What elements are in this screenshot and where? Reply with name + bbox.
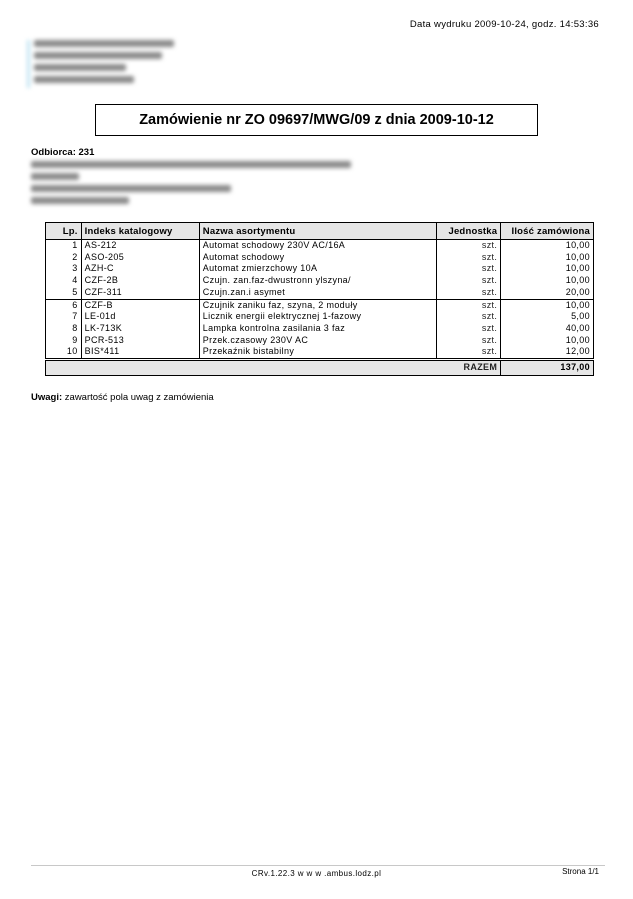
cell-qty: 5,00 [501, 311, 594, 323]
total-spacer [46, 360, 437, 376]
table-row [46, 311, 594, 323]
notes-text: zawartość pola uwag z zamówienia [62, 392, 214, 403]
table-row [46, 346, 594, 359]
cell-unit: szt. [437, 252, 501, 264]
cell-qty: 10,00 [501, 263, 594, 275]
header-lp: Lp. [46, 223, 82, 240]
footer-version: CRv.1.22.3 w w w .ambus.lodz.pl [251, 869, 382, 878]
recipient-address-redacted [31, 161, 361, 209]
footer-page-number: Strona 1/1 [562, 867, 599, 876]
cell-index: CZF-311 [81, 287, 199, 299]
cell-unit: szt. [437, 346, 501, 359]
cell-unit: szt. [437, 240, 501, 252]
total-row [46, 360, 594, 376]
footer-divider [31, 865, 605, 866]
header-index: Indeks katalogowy [81, 223, 199, 240]
header-unit: Jednostka [437, 223, 501, 240]
order-items-table [45, 222, 594, 376]
notes [31, 392, 214, 403]
cell-unit: szt. [437, 287, 501, 299]
header-name: Nazwa asortymentu [199, 223, 436, 240]
cell-qty: 10,00 [501, 240, 594, 252]
table-row [46, 287, 594, 299]
cell-name: Lampka kontrolna zasilania 3 faz [199, 323, 436, 335]
cell-index: LE-01d [81, 311, 199, 323]
document-title: Zamówienie nr ZO 09697/MWG/09 z dnia 2009-10-12 [95, 104, 538, 136]
table-row [46, 240, 594, 252]
cell-name: Automat zmierzchowy 10A [199, 263, 436, 275]
cell-unit: szt. [437, 299, 501, 311]
cell-name: Automat schodowy 230V AC/16A [199, 240, 436, 252]
table-row [46, 299, 594, 311]
cell-lp: 10 [46, 346, 82, 359]
cell-index: AS-212 [81, 240, 199, 252]
table-row [46, 275, 594, 287]
cell-lp: 4 [46, 275, 82, 287]
table-row [46, 335, 594, 347]
cell-name: Przek.czasowy 230V AC [199, 335, 436, 347]
cell-qty: 10,00 [501, 252, 594, 264]
cell-index: CZF-2B [81, 275, 199, 287]
cell-lp: 3 [46, 263, 82, 275]
cell-index: ASO-205 [81, 252, 199, 264]
cell-qty: 10,00 [501, 299, 594, 311]
header-qty: Ilość zamówiona [501, 223, 594, 240]
cell-lp: 7 [46, 311, 82, 323]
cell-qty: 40,00 [501, 323, 594, 335]
cell-qty: 20,00 [501, 287, 594, 299]
sender-address-redacted [27, 40, 184, 88]
cell-index: PCR-513 [81, 335, 199, 347]
total-label: RAZEM [437, 360, 501, 376]
recipient-label: Odbiorca: 231 [31, 147, 95, 158]
cell-lp: 8 [46, 323, 82, 335]
cell-lp: 6 [46, 299, 82, 311]
table-row [46, 252, 594, 264]
cell-name: Automat schodowy [199, 252, 436, 264]
cell-index: BIS*411 [81, 346, 199, 359]
notes-label: Uwagi: [31, 392, 63, 403]
cell-lp: 9 [46, 335, 82, 347]
cell-name: Czujn. zan.faz-dwustronn ylszyna/ [199, 275, 436, 287]
cell-unit: szt. [437, 263, 501, 275]
table-row [46, 323, 594, 335]
print-date: Data wydruku 2009-10-24, godz. 14:53:36 [409, 19, 599, 30]
cell-name: Licznik energii elektrycznej 1-fazowy [199, 311, 436, 323]
cell-name: Przekaźnik bistabilny [199, 346, 436, 359]
cell-qty: 12,00 [501, 346, 594, 359]
cell-unit: szt. [437, 323, 501, 335]
table-row [46, 263, 594, 275]
cell-unit: szt. [437, 335, 501, 347]
cell-qty: 10,00 [501, 275, 594, 287]
cell-unit: szt. [437, 311, 501, 323]
cell-name: Czujnik zaniku faz, szyna, 2 moduły [199, 299, 436, 311]
cell-index: LK-713K [81, 323, 199, 335]
cell-lp: 2 [46, 252, 82, 264]
cell-unit: szt. [437, 275, 501, 287]
cell-lp: 5 [46, 287, 82, 299]
cell-index: AZH-C [81, 263, 199, 275]
cell-qty: 10,00 [501, 335, 594, 347]
cell-lp: 1 [46, 240, 82, 252]
cell-index: CZF-B [81, 299, 199, 311]
total-value: 137,00 [501, 360, 594, 376]
table-header-row [46, 223, 594, 240]
cell-name: Czujn.zan.i asymet [199, 287, 436, 299]
